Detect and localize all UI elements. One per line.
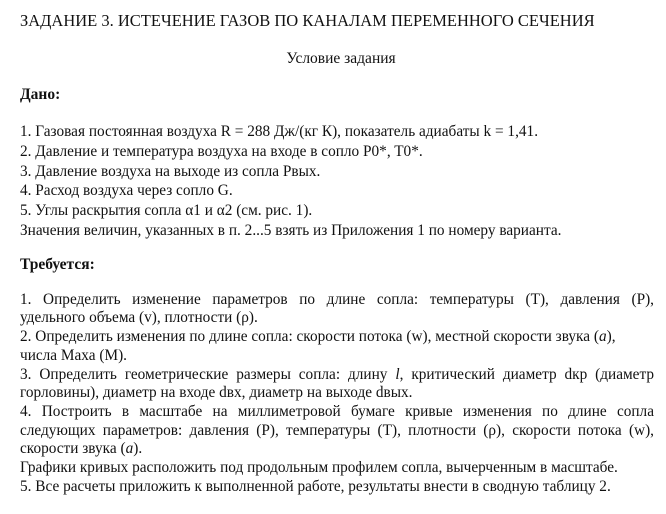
required-note: Графики кривых расположить под продольным профилем сопла, вычерченным в масштабе. <box>20 459 618 477</box>
required-item-2-line-1 <box>20 328 654 347</box>
required-heading: Требуется: <box>20 255 95 273</box>
required-item-4-line-2: следующих параметров: давления (P), температуры (T), плотности (ρ), скорости потока (w), <box>20 421 654 439</box>
document-page <box>20 8 654 497</box>
given-item-5: 5. Углы раскрытия сопла α1 и α2 (см. рис. 1). <box>20 202 313 220</box>
section-subtitle: Условие задания <box>286 50 396 67</box>
required-item-1-line-2: удельного объема (v), плотности (ρ). <box>20 309 258 327</box>
given-item-3: 3. Давление воздуха на выходе из сопла Pвых. <box>20 162 321 180</box>
given-list <box>20 122 654 241</box>
given-item-1: 1. Газовая постоянная воздуха R = 288 Дж/(кг К), показатель адиабаты k = 1,41. <box>20 123 539 140</box>
assignment-title: ЗАДАНИЕ 3. ИСТЕЧЕНИЕ ГАЗОВ ПО КАНАЛАМ ПЕРЕМЕННОГО СЕЧЕНИЯ <box>20 11 595 30</box>
sound-speed-symbol: a <box>125 440 134 458</box>
length-symbol: l <box>395 365 400 383</box>
required-item-4-text-a: скорости звука ( <box>20 440 126 458</box>
required-item-3-line-1 <box>20 366 654 385</box>
required-item-2-text-a: 2. Определить изменения по длине сопла: скорости потока (w), местной скорости звука ( <box>20 328 599 346</box>
required-item-4-text-b: ). <box>133 440 143 458</box>
sound-speed-symbol: a <box>598 328 607 346</box>
required-item-2-text-b: ), <box>606 328 616 346</box>
required-item-3-text-a: 3. Определить геометрические размеры сопла: длину <box>20 365 396 383</box>
given-heading: Дано: <box>20 86 61 103</box>
required-item-1-line-1: 1. Определить изменение параметров по длине сопла: температуры (T), давления (P), <box>20 290 654 308</box>
required-item-5: 5. Все расчеты приложить к выполненной работе, результаты внести в сводную таблицу 2. <box>20 477 611 495</box>
given-item-4: 4. Расход воздуха через сопло G. <box>20 182 233 200</box>
required-item-2-line-2: числа Маха (M). <box>20 346 127 364</box>
required-item-3-text-b: , критический диаметр dкр (диаметр <box>399 365 654 383</box>
required-list <box>20 291 654 497</box>
given-item-2: 2. Давление и температура воздуха на входе в сопло P0*, T0*. <box>20 142 423 160</box>
required-item-4-line-3 <box>20 440 654 459</box>
required-item-3-line-2: горловины), диаметр на входе dвх, диаметр на выходе dвых. <box>20 384 413 402</box>
given-note: Значения величин, указанных в п. 2...5 взять из Приложения 1 по номеру варианта. <box>20 221 562 239</box>
required-item-4-line-1: 4. Построить в масштабе на миллиметровой бумаге кривые изменения по длине сопла <box>20 403 654 420</box>
